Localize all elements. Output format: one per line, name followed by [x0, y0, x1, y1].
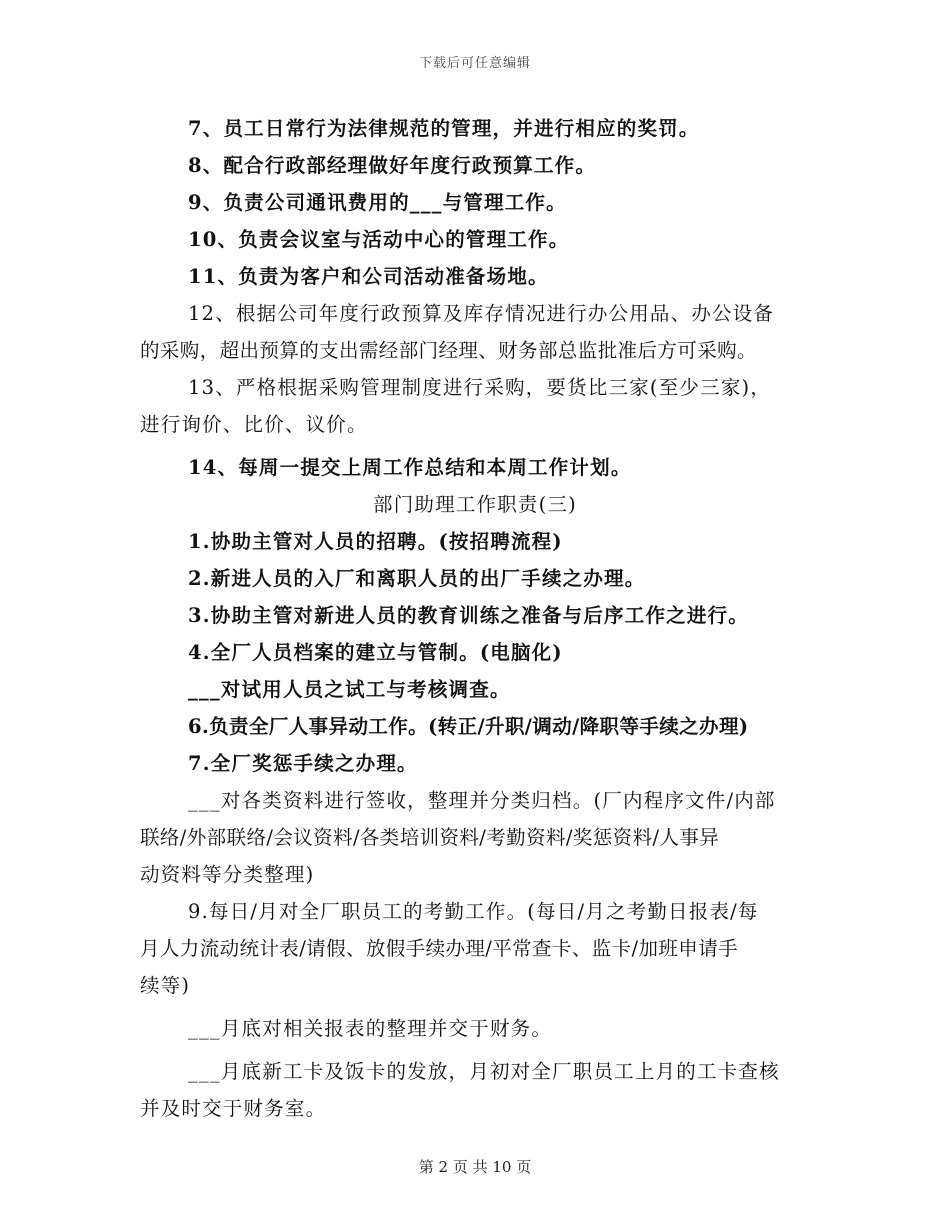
- assistant-duty-8-line-1: ___对各类资料进行签收，整理并分类归档。(厂内程序文件/内部: [188, 789, 776, 812]
- assistant-duty-2: 2.新进人员的入厂和离职人员的出厂手续之办理。: [188, 567, 646, 590]
- duty-item-12-line-2: 的采购，超出预算的支出需经部门经理、财务部总监批准后方可采购。: [140, 339, 757, 362]
- duty-item-8: 8、配合行政部经理做好年度行政预算工作。: [188, 154, 597, 177]
- duty-item-10: 10、负责会议室与活动中心的管理工作。: [188, 228, 570, 251]
- duty-item-14: 14、每周一提交上周工作总结和本周工作计划。: [188, 456, 632, 479]
- assistant-duty-5: ___对试用人员之试工与考核调查。: [188, 678, 511, 701]
- assistant-duty-10: ___月底对相关报表的整理并交于财务。: [188, 1017, 553, 1040]
- assistant-duty-9-line-3: 续等): [140, 974, 191, 997]
- document-body: [140, 110, 810, 1127]
- assistant-duty-6: 6.负责全厂人事异动工作。(转正/升职/调动/降职等手续之办理): [188, 715, 749, 738]
- duty-item-9: 9、负责公司通讯费用的___与管理工作。: [188, 191, 567, 214]
- assistant-duty-3: 3.协助主管对新进人员的教育训练之准备与后序工作之进行。: [188, 604, 749, 627]
- assistant-duty-8-line-3: 动资料等分类整理): [140, 863, 315, 886]
- assistant-duty-4: 4.全厂人员档案的建立与管制。(电脑化): [188, 641, 563, 664]
- section-heading: 部门助理工作职责(三): [373, 493, 577, 516]
- duty-item-12-line-1: 12、根据公司年度行政预算及库存情况进行办公用品、办公设备: [188, 302, 775, 325]
- assistant-duty-1: 1.协助主管对人员的招聘。(按招聘流程): [188, 530, 563, 553]
- assistant-duty-11-line-1: ___月底新工卡及饭卡的发放，月初对全厂职员工上月的工卡查核: [188, 1060, 780, 1083]
- assistant-duty-9-line-2: 月人力流动统计表/请假、放假手续办理/平常查卡、监卡/加班申请手: [140, 937, 739, 960]
- duty-item-13-line-1: 13、严格根据采购管理制度进行采购，要货比三家(至少三家)，: [188, 376, 772, 399]
- assistant-duty-9-line-1: 9.每日/月对全厂职员工的考勤工作。(每日/月之考勤日报表/每: [188, 900, 759, 923]
- assistant-duty-7: 7.全厂奖惩手续之办理。: [188, 752, 418, 775]
- assistant-duty-11-line-2: 并及时交于财务室。: [140, 1097, 327, 1120]
- page-number: 第 2 页 共 10 页: [418, 1158, 532, 1176]
- duty-item-13-line-2: 进行询价、比价、议价。: [140, 413, 368, 436]
- header-note: 下载后可任意编辑: [418, 56, 531, 71]
- assistant-duty-8-line-2: 联络/外部联络/会议资料/各类培训资料/考勤资料/奖惩资料/人事异: [140, 826, 720, 849]
- duty-item-11: 11、负责为客户和公司活动准备场地。: [188, 265, 549, 288]
- duty-item-7: 7、员工日常行为法律规范的管理，并进行相应的奖罚。: [188, 117, 700, 140]
